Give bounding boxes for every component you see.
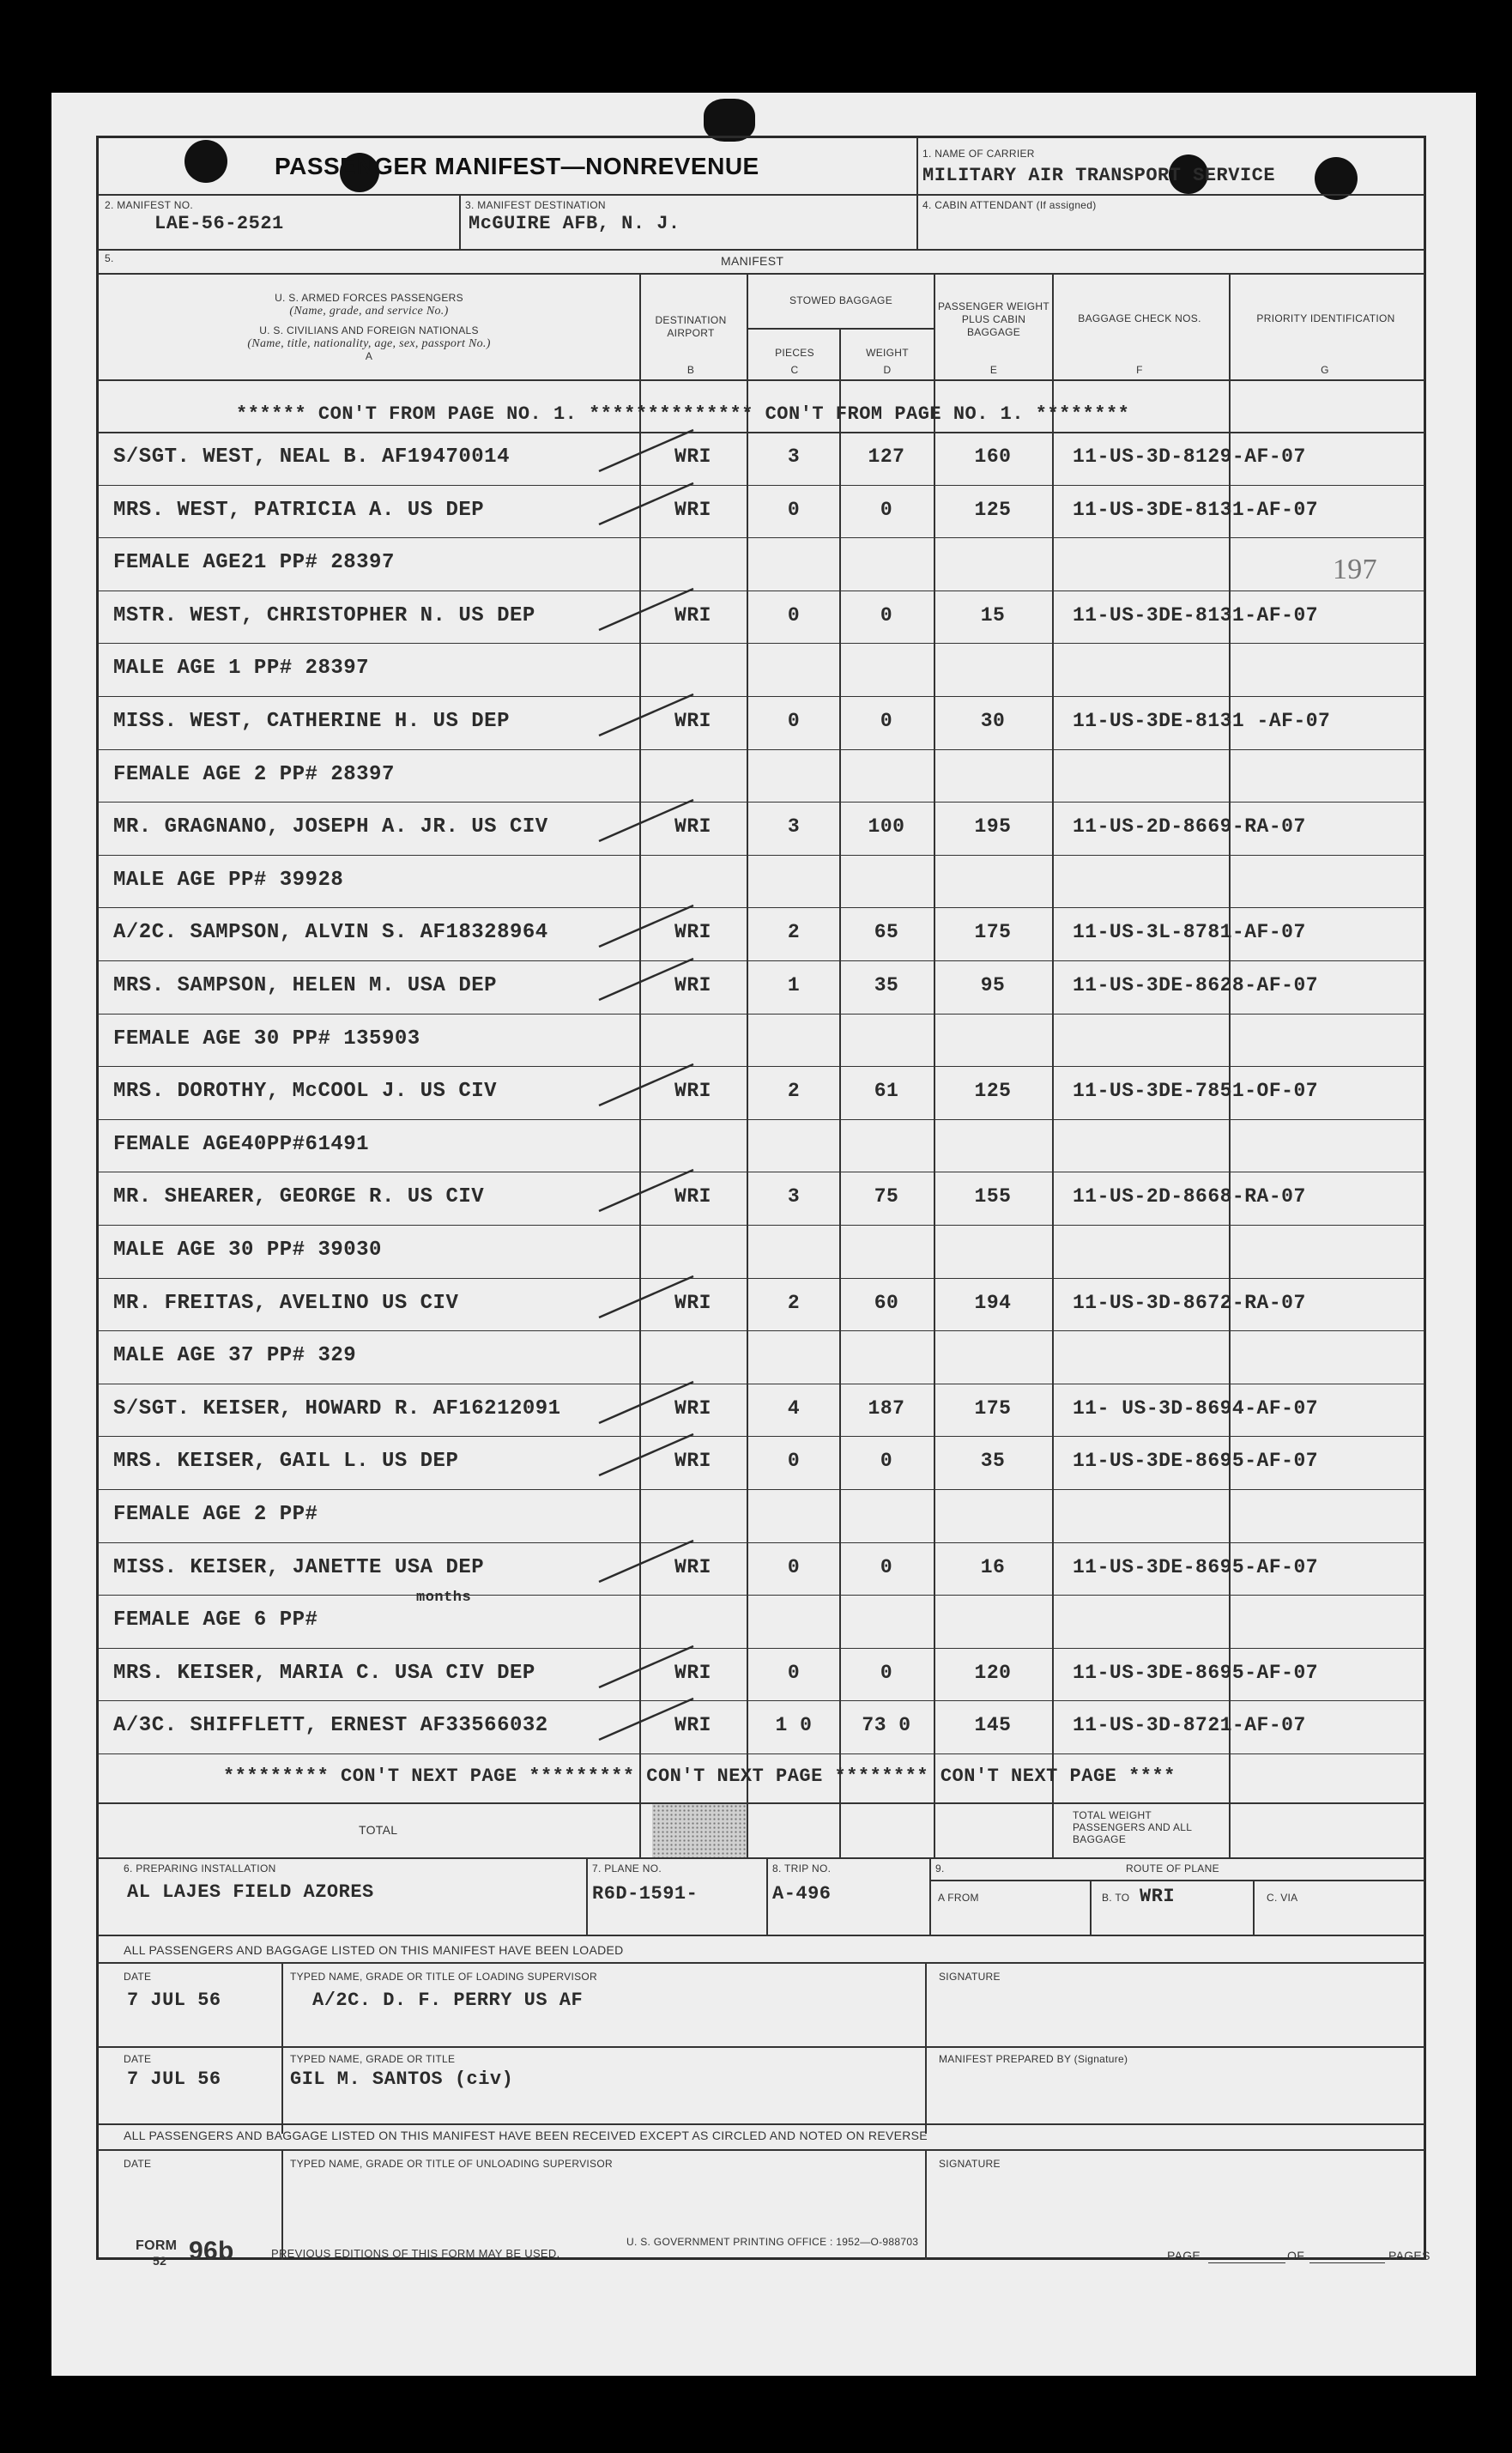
check-mark — [592, 585, 695, 637]
carrier-value: MILITARY AIR TRANSPORT SERVICE — [922, 165, 1276, 186]
destination-airport: WRI — [674, 1661, 711, 1684]
margin-number: 197 — [1333, 554, 1377, 585]
check-mark — [592, 796, 695, 848]
baggage-check-no: 11- US-3D-8694-AF-07 — [1073, 1396, 1319, 1420]
baggage-check-no: 11-US-3D-8129-AF-07 — [1073, 445, 1306, 468]
destination-label: 3. MANIFEST DESTINATION — [465, 199, 606, 211]
check-mark — [592, 691, 695, 742]
col-c-header: PIECES — [775, 347, 814, 359]
passenger-name: FEMALE AGE 2 PP# 28397 — [113, 762, 395, 786]
stowed-baggage-header: STOWED BAGGAGE — [789, 294, 892, 306]
passenger-name: MALE AGE PP# 39928 — [113, 868, 344, 892]
baggage-check-no: 11-US-3D-8721-AF-07 — [1073, 1714, 1306, 1737]
prepared-by-label: MANIFEST PREPARED BY (Signature) — [939, 2053, 1128, 2065]
baggage-weight: 75 — [874, 1185, 899, 1208]
destination-airport: WRI — [674, 1396, 711, 1420]
destination-airport: WRI — [674, 1185, 711, 1208]
passenger-name: S/SGT. KEISER, HOWARD R. AF16212091 — [113, 1396, 561, 1420]
baggage-weight: 0 — [880, 1555, 893, 1578]
received-statement: ALL PASSENGERS AND BAGGAGE LISTED ON THIS MANIFEST HAVE BEEN RECEIVED EXCEPT AS CIRCLED AND NOTED ON REVERSE — [124, 2129, 928, 2142]
row-divider — [98, 696, 1424, 697]
passenger-name: MR. SHEARER, GEORGE R. US CIV — [113, 1185, 485, 1209]
row-divider — [98, 1014, 1424, 1015]
baggage-pieces: 2 — [787, 1291, 801, 1314]
baggage-weight: 60 — [874, 1291, 899, 1314]
passenger-name: FEMALE AGE21 PP# 28397 — [113, 551, 395, 575]
page-label: PAGE — [1167, 2249, 1201, 2262]
date-label-2: DATE — [124, 2053, 152, 2065]
check-mark — [592, 1378, 695, 1430]
passenger-weight: 95 — [980, 974, 1006, 996]
trip-no-label: 8. TRIP NO. — [772, 1862, 832, 1875]
plane-no-value: R6D-1591- — [592, 1883, 699, 1905]
plane-no-label: 7. PLANE NO. — [592, 1862, 662, 1875]
destination-airport: WRI — [674, 445, 711, 468]
baggage-pieces: 0 — [787, 1555, 801, 1578]
unloading-supervisor-label: TYPED NAME, GRADE OR TITLE OF UNLOADING SUPERVISOR — [290, 2158, 613, 2170]
baggage-check-no: 11-US-3DE-7851-OF-07 — [1073, 1080, 1319, 1103]
route-to-value: WRI — [1140, 1886, 1176, 1907]
loading-supervisor-value: A/2C. D. F. PERRY US AF — [312, 1990, 584, 2011]
passenger-weight: 30 — [980, 710, 1006, 732]
passenger-weight: 155 — [974, 1185, 1012, 1208]
baggage-pieces: 0 — [787, 1450, 801, 1473]
signature-label-1: SIGNATURE — [939, 1971, 1001, 1983]
check-mark — [592, 1537, 695, 1589]
col-g-header: PRIORITY IDENTIFICATION — [1256, 312, 1395, 324]
baggage-check-no: 11-US-3DE-8695-AF-07 — [1073, 1661, 1319, 1684]
date-label-1: DATE — [124, 1971, 152, 1983]
baggage-pieces: 0 — [787, 1661, 801, 1684]
destination-airport: WRI — [674, 1555, 711, 1578]
baggage-pieces: 2 — [787, 921, 801, 944]
row-divider — [98, 1330, 1424, 1331]
destination-airport: WRI — [674, 974, 711, 996]
baggage-check-no: 11-US-3D-8672-RA-07 — [1073, 1291, 1306, 1314]
baggage-pieces: 3 — [787, 1185, 801, 1208]
row-divider — [98, 855, 1424, 856]
passenger-weight: 125 — [974, 498, 1012, 521]
carrier-label: 1. NAME OF CARRIER — [922, 148, 1035, 160]
passenger-name: MRS. KEISER, MARIA C. USA CIV DEP — [113, 1661, 535, 1685]
passenger-name: MISS. KEISER, JANETTE USA DEP — [113, 1555, 485, 1579]
baggage-pieces: 1 0 — [775, 1714, 813, 1737]
check-mark — [592, 1431, 695, 1482]
check-mark — [592, 1166, 695, 1218]
check-mark — [592, 427, 695, 478]
destination-airport: WRI — [674, 498, 711, 521]
row-divider — [98, 537, 1424, 538]
row-divider — [98, 1119, 1424, 1120]
destination-airport: WRI — [674, 1714, 711, 1737]
baggage-check-no: 11-US-3DE-8131-AF-07 — [1073, 603, 1319, 627]
total-hatched-cell — [652, 1804, 747, 1857]
check-mark — [592, 902, 695, 954]
date-label-3: DATE — [124, 2158, 152, 2170]
check-mark — [592, 1643, 695, 1694]
date-value-2: 7 JUL 56 — [127, 2068, 221, 2090]
baggage-check-no: 11-US-3DE-8695-AF-07 — [1073, 1555, 1319, 1578]
baggage-check-no: 11-US-3DE-8628-AF-07 — [1073, 974, 1319, 996]
form-number: 96b — [189, 2237, 234, 2265]
baggage-weight: 0 — [880, 710, 893, 732]
passenger-name: MRS. WEST, PATRICIA A. US DEP — [113, 498, 485, 522]
route-via-label: C. VIA — [1267, 1892, 1298, 1904]
passenger-weight: 125 — [974, 1080, 1012, 1103]
row-divider — [98, 1278, 1424, 1279]
typed-name-label: TYPED NAME, GRADE OR TITLE — [290, 2053, 456, 2065]
baggage-check-no: 11-US-3L-8781-AF-07 — [1073, 921, 1306, 944]
row-divider — [98, 485, 1424, 486]
row-divider — [98, 1595, 1424, 1596]
col-e-letter: E — [989, 364, 998, 376]
route-from-label: A FROM — [938, 1892, 979, 1904]
passenger-name: MRS. SAMPSON, HELEN M. USA DEP — [113, 974, 498, 997]
passenger-name: MRS. KEISER, GAIL L. US DEP — [113, 1450, 459, 1474]
row-divider — [98, 960, 1424, 961]
passenger-name: A/2C. SAMPSON, ALVIN S. AF18328964 — [113, 921, 548, 945]
baggage-check-no: 11-US-3DE-8131-AF-07 — [1073, 498, 1319, 521]
passenger-weight: 35 — [980, 1450, 1006, 1473]
passenger-weight: 145 — [974, 1714, 1012, 1737]
passenger-name: FEMALE AGE 30 PP# 135903 — [113, 1027, 420, 1051]
prep-installation-label: 6. PREPARING INSTALLATION — [124, 1862, 276, 1875]
baggage-weight: 61 — [874, 1080, 899, 1103]
manifest-heading: MANIFEST — [721, 254, 784, 268]
col-b-header: DESTINATION AIRPORT — [655, 314, 727, 339]
cabin-attendant-label: 4. CABIN ATTENDANT (If assigned) — [922, 199, 1097, 211]
destination-airport: WRI — [674, 603, 711, 627]
total-label: TOTAL — [359, 1823, 398, 1837]
passenger-name: MALE AGE 1 PP# 28397 — [113, 657, 370, 681]
col-d-header: WEIGHT — [866, 347, 909, 359]
baggage-weight: 0 — [880, 1450, 893, 1473]
banner-continued-from: ****** CON'T FROM PAGE NO. 1. ************** CON'T FROM PAGE NO. 1. ******** — [236, 403, 1130, 425]
form-year: 52 — [153, 2254, 167, 2268]
destination-airport: WRI — [674, 1291, 711, 1314]
check-mark — [592, 1273, 695, 1324]
passenger-name: MRS. DOROTHY, McCOOL J. US CIV — [113, 1080, 498, 1104]
baggage-weight: 0 — [880, 603, 893, 627]
baggage-weight: 0 — [880, 498, 893, 521]
col-b-letter: B — [686, 364, 695, 376]
passenger-name: FEMALE AGE 6 PP# — [113, 1608, 318, 1632]
baggage-pieces: 3 — [787, 445, 801, 468]
row-divider — [98, 749, 1424, 750]
check-mark — [592, 1695, 695, 1747]
passenger-name: FEMALE AGE40PP#61491 — [113, 1132, 370, 1156]
route-to-label: B. TO — [1102, 1892, 1130, 1904]
destination-value: McGUIRE AFB, N. J. — [469, 213, 680, 234]
passenger-weight: 15 — [980, 603, 1006, 627]
form-label: FORM — [136, 2238, 178, 2253]
destination-airport: WRI — [674, 1080, 711, 1103]
destination-airport: WRI — [674, 921, 711, 944]
passenger-weight: 194 — [974, 1291, 1012, 1314]
col-c-letter: C — [790, 364, 799, 376]
passenger-weight: 120 — [974, 1661, 1012, 1684]
baggage-pieces: 0 — [787, 603, 801, 627]
passenger-weight: 160 — [974, 445, 1012, 468]
route-label: ROUTE OF PLANE — [1126, 1862, 1219, 1875]
manifest-no-value: LAE-56-2521 — [154, 213, 284, 234]
baggage-pieces: 0 — [787, 498, 801, 521]
row-divider — [98, 1225, 1424, 1226]
passenger-weight: 175 — [974, 1396, 1012, 1420]
typed-name-value: GIL M. SANTOS (civ) — [290, 2068, 514, 2090]
baggage-weight: 127 — [868, 445, 905, 468]
passenger-name: MR. FREITAS, AVELINO US CIV — [113, 1291, 459, 1315]
of-label: OF — [1287, 2249, 1305, 2262]
row-divider — [98, 1436, 1424, 1437]
signature-label-2: SIGNATURE — [939, 2158, 1001, 2170]
baggage-check-no: 11-US-3DE-8695-AF-07 — [1073, 1450, 1319, 1473]
destination-airport: WRI — [674, 1450, 711, 1473]
baggage-check-no: 11-US-2D-8669-RA-07 — [1073, 815, 1306, 839]
previous-editions-note: PREVIOUS EDITIONS OF THIS FORM MAY BE USED. — [271, 2247, 560, 2260]
passenger-name: MALE AGE 30 PP# 39030 — [113, 1239, 382, 1262]
baggage-check-no: 11-US-3DE-8131 -AF-07 — [1073, 710, 1331, 732]
row-divider — [98, 907, 1424, 908]
col-a-header: U. S. ARMED FORCES PASSENGERS (Name, grade, and service No.) U. S. CIVILIANS AND FOREIGN NATIONALS (Name, title, nationality, age, sex, passport No.) A — [247, 292, 491, 362]
route-number-label: 9. — [935, 1862, 945, 1875]
row-divider — [98, 1648, 1424, 1649]
baggage-weight: 187 — [868, 1396, 905, 1420]
col-f-header: BAGGAGE CHECK NOS. — [1078, 312, 1201, 324]
trip-no-value: A-496 — [772, 1883, 832, 1905]
loading-supervisor-label: TYPED NAME, GRADE OR TITLE OF LOADING SUPERVISOR — [290, 1971, 598, 1983]
row-divider — [98, 1066, 1424, 1067]
row-divider — [98, 1489, 1424, 1490]
form-title: PASSENGER MANIFEST—NONREVENUE — [275, 153, 759, 179]
total-weight-label: TOTAL WEIGHT PASSENGERS AND ALL BAGGAGE — [1073, 1809, 1192, 1845]
passenger-name: FEMALE AGE 2 PP# — [113, 1503, 318, 1526]
baggage-pieces: 4 — [787, 1396, 801, 1420]
baggage-weight: 0 — [880, 1661, 893, 1684]
baggage-pieces: 3 — [787, 815, 801, 839]
baggage-check-no: 11-US-2D-8668-RA-07 — [1073, 1185, 1306, 1208]
prep-installation-value: AL LAJES FIELD AZORES — [127, 1881, 374, 1903]
check-mark — [592, 955, 695, 1007]
passenger-name: S/SGT. WEST, NEAL B. AF19470014 — [113, 445, 510, 469]
baggage-weight: 100 — [868, 815, 905, 839]
passenger-name: MALE AGE 37 PP# 329 — [113, 1344, 357, 1368]
row-divider — [98, 643, 1424, 644]
passenger-weight: 175 — [974, 921, 1012, 944]
col-g-letter: G — [1321, 364, 1329, 376]
baggage-weight: 65 — [874, 921, 899, 944]
passenger-name: MSTR. WEST, CHRISTOPHER N. US DEP — [113, 603, 535, 627]
col-e-header: PASSENGER WEIGHT PLUS CABIN BAGGAGE — [938, 300, 1049, 338]
baggage-pieces: 1 — [787, 974, 801, 996]
gpo-imprint: U. S. GOVERNMENT PRINTING OFFICE : 1952—O-988703 — [626, 2236, 919, 2248]
passenger-name: MR. GRAGNANO, JOSEPH A. JR. US CIV — [113, 815, 548, 839]
destination-airport: WRI — [674, 710, 711, 732]
date-value-1: 7 JUL 56 — [127, 1990, 221, 2011]
baggage-weight: 35 — [874, 974, 899, 996]
passenger-weight: 195 — [974, 815, 1012, 839]
pages-label: PAGES — [1388, 2249, 1430, 2262]
passenger-name: A/3C. SHIFFLETT, ERNEST AF33566032 — [113, 1714, 548, 1738]
manifest-no-label: 2. MANIFEST NO. — [105, 199, 193, 211]
passenger-weight: 16 — [980, 1555, 1006, 1578]
col-f-letter: F — [1136, 364, 1143, 376]
section5-label: 5. — [105, 252, 114, 264]
check-mark — [592, 480, 695, 531]
destination-airport: WRI — [674, 815, 711, 839]
baggage-weight: 73 0 — [862, 1714, 911, 1737]
col-d-letter: D — [883, 364, 892, 376]
baggage-pieces: 0 — [787, 710, 801, 732]
baggage-pieces: 2 — [787, 1080, 801, 1103]
row-divider — [98, 1542, 1424, 1543]
row-divider — [98, 1700, 1424, 1701]
passenger-name: MISS. WEST, CATHERINE H. US DEP — [113, 710, 510, 733]
banner-continued-next: ********* CON'T NEXT PAGE ********* CON'T NEXT PAGE ******** CON'T NEXT PAGE **** — [223, 1766, 1176, 1787]
check-mark — [592, 1061, 695, 1112]
row-divider — [98, 1753, 1424, 1754]
loaded-statement: ALL PASSENGERS AND BAGGAGE LISTED ON THIS MANIFEST HAVE BEEN LOADED — [124, 1943, 624, 1957]
row-divider — [98, 802, 1424, 803]
months-note: months — [416, 1590, 472, 1606]
